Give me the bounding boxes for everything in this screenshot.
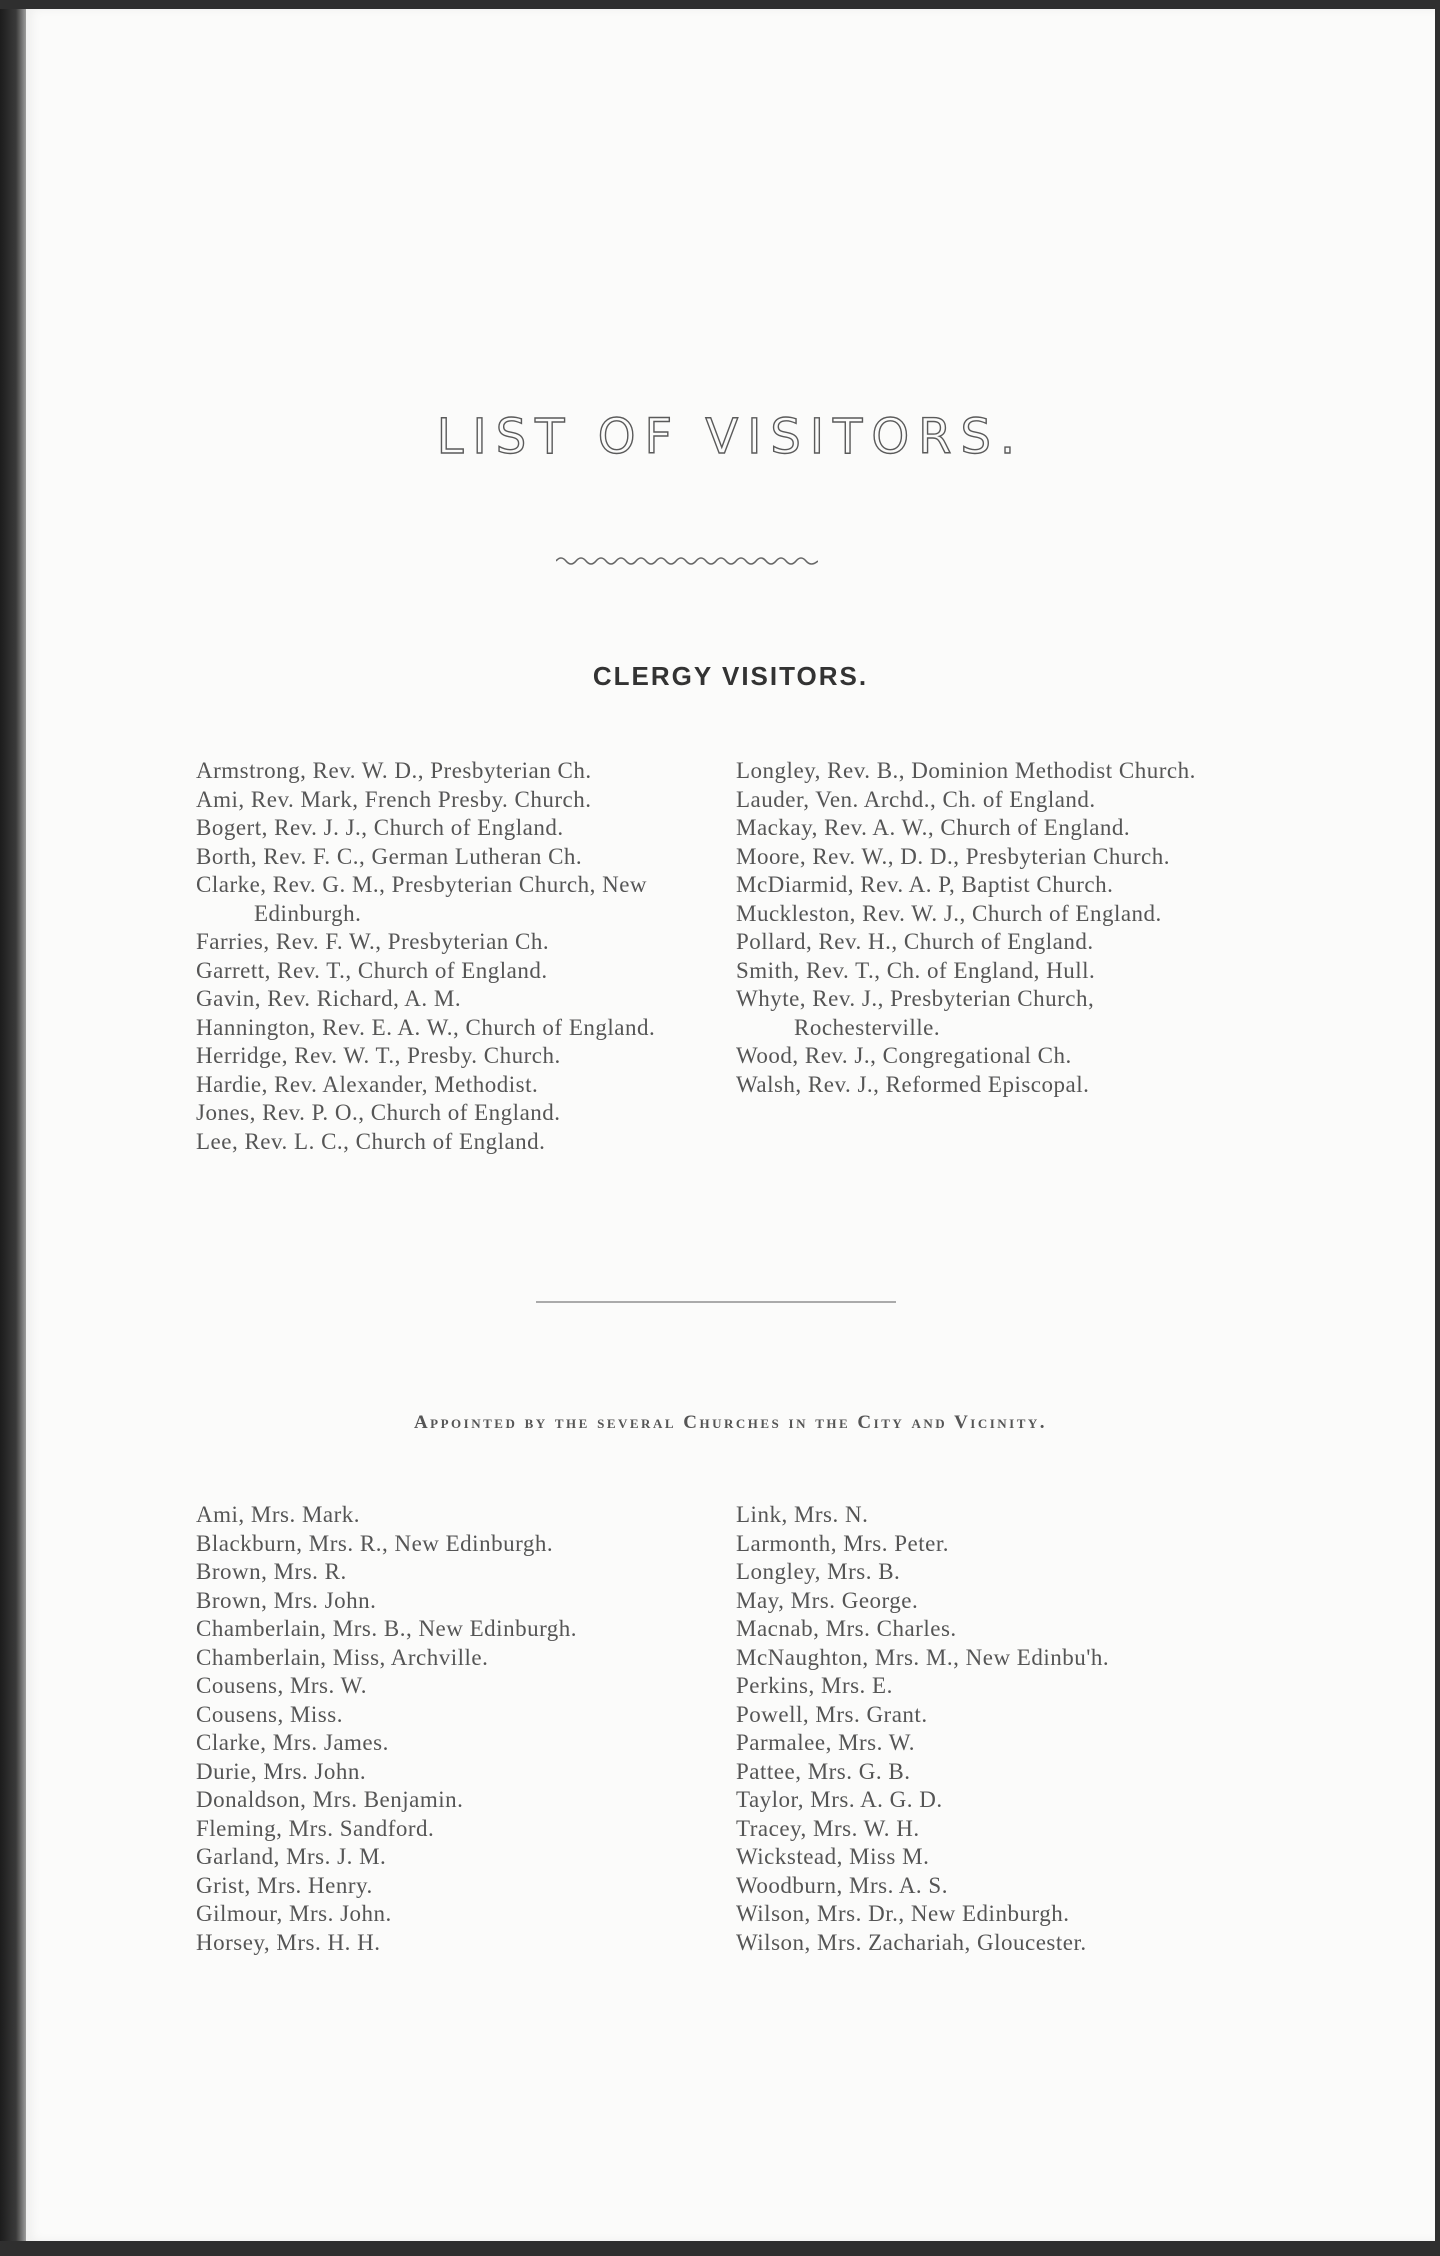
list-item: Cousens, Mrs. W. <box>196 1673 367 1698</box>
list-item: Smith, Rev. T., Ch. of England, Hull. <box>736 957 1096 983</box>
list-item: Lee, Rev. L. C., Church of England. <box>196 1128 546 1154</box>
list-item: Farries, Rev. F. W., Presbyterian Ch. <box>196 929 550 954</box>
list-item: Blackburn, Mrs. R., New Edinburgh. <box>196 1530 554 1556</box>
clergy-list-right <box>736 757 1236 1099</box>
list-item: McNaughton, Mrs. M., New Edinbu'h. <box>736 1644 1110 1670</box>
document-page <box>26 9 1435 2241</box>
list-item: Link, Mrs. N. <box>736 1502 869 1527</box>
list-item: May, Mrs. George. <box>736 1587 919 1613</box>
list-item: McDiarmid, Rev. A. P, Baptist Church. <box>736 872 1114 897</box>
list-item: Gavin, Rev. Richard, A. M. <box>196 986 462 1011</box>
list-item: Wilson, Mrs. Zachariah, Gloucester. <box>736 1929 1087 1955</box>
list-item: Armstrong, Rev. W. D., Presbyterian Ch. <box>196 758 592 783</box>
list-item: Moore, Rev. W., D. D., Presbyterian Church. <box>736 843 1170 869</box>
list-item: Longley, Rev. B., Dominion Methodist Church. <box>736 758 1196 783</box>
list-item: Muckleston, Rev. W. J., Church of England. <box>736 900 1162 926</box>
list-item: Hannington, Rev. E. A. W., Church of England. <box>196 1014 656 1040</box>
list-item: Taylor, Mrs. A. G. D. <box>736 1787 943 1812</box>
list-item: Gilmour, Mrs. John. <box>196 1901 392 1926</box>
list-item: Clarke, Mrs. James. <box>196 1730 389 1755</box>
list-item: Wood, Rev. J., Congregational Ch. <box>736 1043 1072 1068</box>
list-item: Pattee, Mrs. G. B. <box>736 1758 911 1784</box>
appointed-list-left <box>196 1501 726 1957</box>
list-item: Cousens, Miss. <box>196 1701 343 1727</box>
list-item: Woodburn, Mrs. A. S. <box>736 1872 948 1898</box>
list-item: Grist, Mrs. Henry. <box>196 1872 373 1898</box>
list-item: Wickstead, Miss M. <box>736 1844 930 1869</box>
list-item: Garland, Mrs. J. M. <box>196 1844 387 1869</box>
list-item: Whyte, Rev. J., Presbyterian Church, Rochesterville. <box>736 986 1095 1040</box>
list-item: Borth, Rev. F. C., German Lutheran Ch. <box>196 843 583 869</box>
list-item: Ami, Mrs. Mark. <box>196 1502 361 1527</box>
clergy-visitors-heading: CLERGY VISITORS. <box>592 661 869 691</box>
page-title: LIST OF VISITORS. <box>436 409 1025 465</box>
list-item: Macnab, Mrs. Charles. <box>736 1616 957 1641</box>
list-item: Wilson, Mrs. Dr., New Edinburgh. <box>736 1901 1070 1926</box>
list-item: Mackay, Rev. A. W., Church of England. <box>736 815 1131 840</box>
list-item: Bogert, Rev. J. J., Church of England. <box>196 815 564 840</box>
list-item: Hardie, Rev. Alexander, Methodist. <box>196 1071 539 1097</box>
list-item: Chamberlain, Mrs. B., New Edinburgh. <box>196 1616 578 1641</box>
appointed-list-right <box>736 1501 1256 1957</box>
list-item: Larmonth, Mrs. Peter. <box>736 1530 949 1556</box>
list-item: Ami, Rev. Mark, French Presby. Church. <box>196 786 592 812</box>
wave-ornament <box>556 554 818 568</box>
list-item: Pollard, Rev. H., Church of England. <box>736 929 1094 954</box>
list-item: Fleming, Mrs. Sandford. <box>196 1815 435 1841</box>
list-item: Herridge, Rev. W. T., Presby. Church. <box>196 1043 561 1068</box>
list-item: Durie, Mrs. John. <box>196 1758 367 1784</box>
list-item: Powell, Mrs. Grant. <box>736 1701 928 1727</box>
list-item: Jones, Rev. P. O., Church of England. <box>196 1100 561 1125</box>
list-item: Perkins, Mrs. E. <box>736 1673 893 1698</box>
list-item: Donaldson, Mrs. Benjamin. <box>196 1787 464 1812</box>
list-item: Parmalee, Mrs. W. <box>736 1730 916 1755</box>
list-item: Brown, Mrs. John. <box>196 1587 377 1613</box>
list-item: Tracey, Mrs. W. H. <box>736 1815 920 1841</box>
list-item: Garrett, Rev. T., Church of England. <box>196 957 548 983</box>
list-item: Longley, Mrs. B. <box>736 1559 901 1584</box>
clergy-list-left <box>196 757 716 1156</box>
list-item: Horsey, Mrs. H. H. <box>196 1929 381 1955</box>
list-item: Walsh, Rev. J., Reformed Episcopal. <box>736 1071 1090 1097</box>
list-item: Clarke, Rev. G. M., Presbyterian Church, New Edinburgh. <box>196 872 648 926</box>
list-item: Brown, Mrs. R. <box>196 1559 347 1584</box>
section-divider <box>536 1301 896 1303</box>
list-item: Chamberlain, Miss, Archville. <box>196 1644 489 1670</box>
appointed-subheading: Appointed by the several Churches in the City and Vicinity. <box>413 1412 1048 1433</box>
list-item: Lauder, Ven. Archd., Ch. of England. <box>736 786 1096 812</box>
